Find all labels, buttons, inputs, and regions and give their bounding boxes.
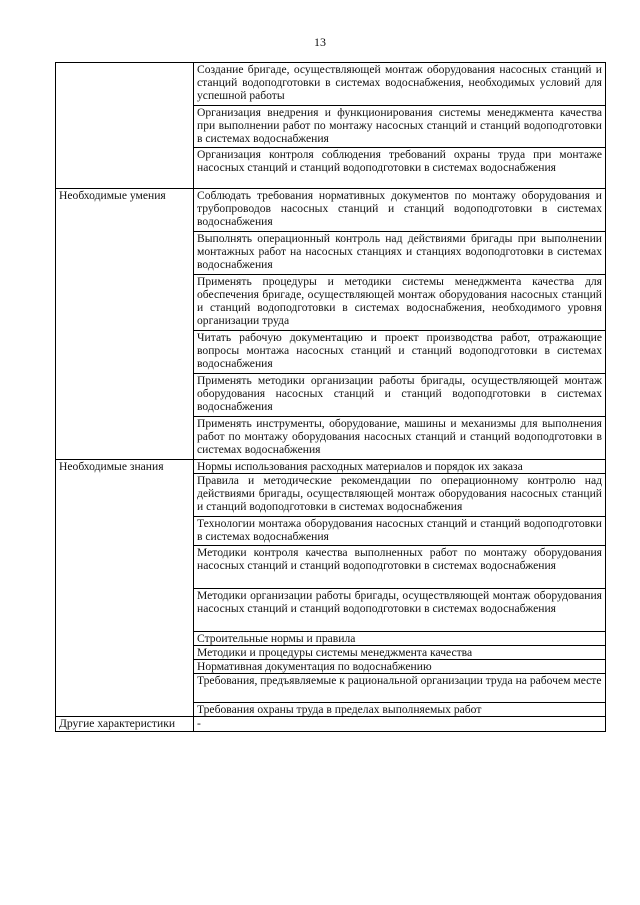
list-item: Создание бригаде, осуществляющей монтаж оборудования насосных станций и станций водоподготовки в системах водоснабжения, необходимых условий для успешной работы bbox=[194, 63, 606, 106]
list-item: Методики контроля качества выполненных работ по монтажу оборудования насосных станций и станций водоподготовки в системах водоснабжения bbox=[194, 546, 606, 589]
list-item: Требования, предъявляемые к рациональной организации труда на рабочем месте bbox=[194, 674, 606, 703]
section-label bbox=[56, 63, 194, 189]
section-label-skills: Необходимые умения bbox=[56, 189, 194, 460]
page-number: 13 bbox=[314, 35, 326, 49]
list-item: - bbox=[194, 717, 606, 731]
list-item: Требования охраны труда в пределах выполняемых работ bbox=[194, 703, 606, 717]
requirements-table bbox=[55, 62, 606, 732]
table-row bbox=[56, 189, 606, 232]
section-label-other: Другие характеристики bbox=[56, 717, 194, 731]
list-item: Выполнять операционный контроль над действиями бригады при выполнении монтажных работ на насосных станциях и станциях водоподготовки в системах водоснабжения bbox=[194, 232, 606, 275]
list-item: Соблюдать требования нормативных документов по монтажу оборудования и трубопроводов насосных станций и станций водоподготовки в системах водоснабжения bbox=[194, 189, 606, 232]
list-item: Правила и методические рекомендации по операционному контролю над действиями бригады, осуществляющей монтаж оборудования насосных станций и станций водоподготовки в системах водоснабжения bbox=[194, 474, 606, 517]
list-item: Строительные нормы и правила bbox=[194, 632, 606, 646]
list-item: Применять методики организации работы бригады, осуществляющей монтаж оборудования насосных станций и станций водоподготовки в системах водоснабжения bbox=[194, 374, 606, 417]
table-row bbox=[56, 63, 606, 106]
list-item: Применять инструменты, оборудование, машины и механизмы для выполнения работ по монтажу оборудования насосных станций и станций водоподготовки в системах водоснабжения bbox=[194, 417, 606, 460]
list-item: Технологии монтажа оборудования насосных станций и станций водоподготовки в системах водоснабжения bbox=[194, 517, 606, 546]
table-row bbox=[56, 460, 606, 474]
list-item: Организация внедрения и функционирования системы менеджмента качества при выполнении работ по монтажу насосных станций и станций водоподготовки в системах водоснабжения bbox=[194, 106, 606, 148]
list-item: Организация контроля соблюдения требований охраны труда при монтаже насосных станций и станций водоподготовки в системах водоснабжения bbox=[194, 148, 606, 189]
list-item: Нормативная документация по водоснабжению bbox=[194, 660, 606, 674]
list-item: Применять процедуры и методики системы менеджмента качества для обеспечения бригаде, осуществляющей монтаж оборудования насосных станций и станций водоподготовки в системах водоснабжения, необходимого уровня организации труда bbox=[194, 275, 606, 331]
list-item: Нормы использования расходных материалов и порядок их заказа bbox=[194, 460, 606, 474]
table-row bbox=[56, 717, 606, 731]
list-item: Читать рабочую документацию и проект производства работ, отражающие вопросы монтажа насосных станций и станций водоподготовки в системах водоснабжения bbox=[194, 331, 606, 374]
list-item: Методики и процедуры системы менеджмента качества bbox=[194, 646, 606, 660]
list-item: Методики организации работы бригады, осуществляющей монтаж оборудования насосных станций и станций водоподготовки в системах водоснабжения bbox=[194, 589, 606, 632]
section-label-knowledge: Необходимые знания bbox=[56, 460, 194, 717]
